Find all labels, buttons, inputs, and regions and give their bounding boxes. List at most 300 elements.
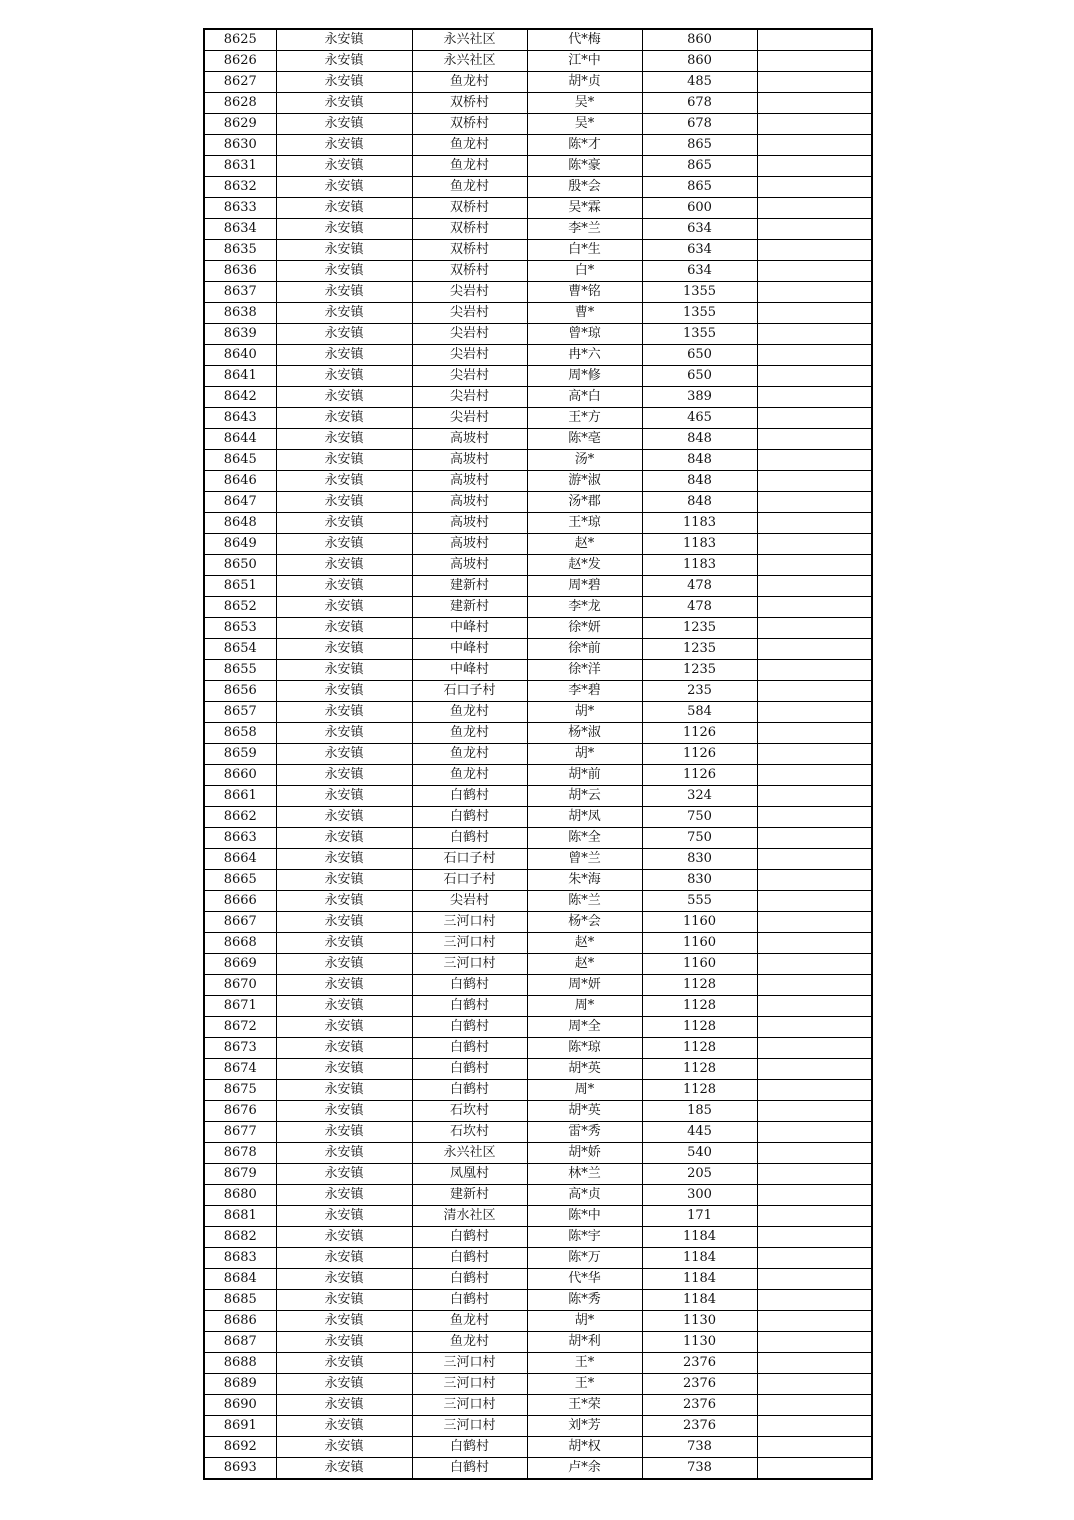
village-cell: 尖岩村 — [412, 324, 527, 345]
amount-cell: 848 — [642, 450, 757, 471]
row-number-cell: 8649 — [204, 534, 276, 555]
row-number-cell: 8689 — [204, 1374, 276, 1395]
table-row — [204, 891, 872, 912]
name-cell: 白* — [527, 261, 642, 282]
table-row — [204, 387, 872, 408]
remark-cell — [757, 576, 872, 597]
row-number-cell: 8648 — [204, 513, 276, 534]
village-cell: 白鹤村 — [412, 1269, 527, 1290]
amount-cell: 865 — [642, 156, 757, 177]
name-cell: 江*中 — [527, 51, 642, 72]
town-cell: 永安镇 — [276, 786, 412, 807]
name-cell: 吴* — [527, 114, 642, 135]
remark-cell — [757, 324, 872, 345]
name-cell: 高*贞 — [527, 1185, 642, 1206]
town-cell: 永安镇 — [276, 1416, 412, 1437]
amount-cell: 1184 — [642, 1269, 757, 1290]
name-cell: 周*修 — [527, 366, 642, 387]
row-number-cell: 8650 — [204, 555, 276, 576]
table-row — [204, 618, 872, 639]
remark-cell — [757, 1101, 872, 1122]
row-number-cell: 8653 — [204, 618, 276, 639]
remark-cell — [757, 282, 872, 303]
table-row — [204, 744, 872, 765]
village-cell: 中峰村 — [412, 660, 527, 681]
village-cell: 鱼龙村 — [412, 1311, 527, 1332]
amount-cell: 235 — [642, 681, 757, 702]
remark-cell — [757, 702, 872, 723]
table-row — [204, 219, 872, 240]
amount-cell: 678 — [642, 93, 757, 114]
village-cell: 尖岩村 — [412, 408, 527, 429]
row-number-cell: 8645 — [204, 450, 276, 471]
amount-cell: 300 — [642, 1185, 757, 1206]
remark-cell — [757, 135, 872, 156]
name-cell: 周*妍 — [527, 975, 642, 996]
village-cell: 永兴社区 — [412, 51, 527, 72]
table-row — [204, 1458, 872, 1480]
remark-cell — [757, 1416, 872, 1437]
row-number-cell: 8675 — [204, 1080, 276, 1101]
row-number-cell: 8655 — [204, 660, 276, 681]
name-cell: 胡*贞 — [527, 72, 642, 93]
table-row — [204, 1353, 872, 1374]
town-cell: 永安镇 — [276, 744, 412, 765]
town-cell: 永安镇 — [276, 618, 412, 639]
row-number-cell: 8661 — [204, 786, 276, 807]
amount-cell: 1126 — [642, 723, 757, 744]
village-cell: 三河口村 — [412, 912, 527, 933]
name-cell: 杨*淑 — [527, 723, 642, 744]
row-number-cell: 8692 — [204, 1437, 276, 1458]
village-cell: 三河口村 — [412, 954, 527, 975]
town-cell: 永安镇 — [276, 1080, 412, 1101]
town-cell: 永安镇 — [276, 1248, 412, 1269]
name-cell: 王*方 — [527, 408, 642, 429]
town-cell: 永安镇 — [276, 954, 412, 975]
row-number-cell: 8690 — [204, 1395, 276, 1416]
table-row — [204, 261, 872, 282]
row-number-cell: 8630 — [204, 135, 276, 156]
row-number-cell: 8677 — [204, 1122, 276, 1143]
amount-cell: 1130 — [642, 1332, 757, 1353]
row-number-cell: 8651 — [204, 576, 276, 597]
remark-cell — [757, 1269, 872, 1290]
row-number-cell: 8691 — [204, 1416, 276, 1437]
row-number-cell: 8679 — [204, 1164, 276, 1185]
table-row — [204, 975, 872, 996]
amount-cell: 2376 — [642, 1353, 757, 1374]
town-cell: 永安镇 — [276, 114, 412, 135]
village-cell: 石口子村 — [412, 681, 527, 702]
remark-cell — [757, 996, 872, 1017]
village-cell: 三河口村 — [412, 1395, 527, 1416]
name-cell: 王*琼 — [527, 513, 642, 534]
remark-cell — [757, 1353, 872, 1374]
amount-cell: 389 — [642, 387, 757, 408]
remark-cell — [757, 933, 872, 954]
town-cell: 永安镇 — [276, 219, 412, 240]
name-cell: 曾*兰 — [527, 849, 642, 870]
row-number-cell: 8678 — [204, 1143, 276, 1164]
name-cell: 陈*万 — [527, 1248, 642, 1269]
row-number-cell: 8631 — [204, 156, 276, 177]
village-cell: 白鹤村 — [412, 1458, 527, 1480]
remark-cell — [757, 219, 872, 240]
remark-cell — [757, 114, 872, 135]
table-row — [204, 1332, 872, 1353]
town-cell: 永安镇 — [276, 660, 412, 681]
name-cell: 游*淑 — [527, 471, 642, 492]
village-cell: 鱼龙村 — [412, 177, 527, 198]
remark-cell — [757, 1374, 872, 1395]
table-row — [204, 450, 872, 471]
remark-cell — [757, 1458, 872, 1480]
table-row — [204, 1185, 872, 1206]
amount-cell: 465 — [642, 408, 757, 429]
town-cell: 永安镇 — [276, 513, 412, 534]
village-cell: 双桥村 — [412, 114, 527, 135]
name-cell: 曹* — [527, 303, 642, 324]
remark-cell — [757, 450, 872, 471]
village-cell: 中峰村 — [412, 618, 527, 639]
name-cell: 胡*云 — [527, 786, 642, 807]
amount-cell: 1235 — [642, 660, 757, 681]
village-cell: 双桥村 — [412, 240, 527, 261]
name-cell: 胡* — [527, 702, 642, 723]
row-number-cell: 8663 — [204, 828, 276, 849]
village-cell: 白鹤村 — [412, 975, 527, 996]
name-cell: 陈*亳 — [527, 429, 642, 450]
village-cell: 建新村 — [412, 576, 527, 597]
village-cell: 白鹤村 — [412, 807, 527, 828]
village-cell: 双桥村 — [412, 93, 527, 114]
amount-cell: 1126 — [642, 765, 757, 786]
amount-cell: 1355 — [642, 303, 757, 324]
row-number-cell: 8687 — [204, 1332, 276, 1353]
village-cell: 双桥村 — [412, 198, 527, 219]
name-cell: 周*全 — [527, 1017, 642, 1038]
remark-cell — [757, 639, 872, 660]
table-row — [204, 1269, 872, 1290]
name-cell: 王* — [527, 1374, 642, 1395]
amount-cell: 650 — [642, 345, 757, 366]
town-cell: 永安镇 — [276, 387, 412, 408]
remark-cell — [757, 429, 872, 450]
remark-cell — [757, 618, 872, 639]
row-number-cell: 8643 — [204, 408, 276, 429]
remark-cell — [757, 828, 872, 849]
village-cell: 建新村 — [412, 1185, 527, 1206]
remark-cell — [757, 534, 872, 555]
village-cell: 白鹤村 — [412, 828, 527, 849]
name-cell: 汤* — [527, 450, 642, 471]
table-row — [204, 324, 872, 345]
remark-cell — [757, 1290, 872, 1311]
table-row — [204, 996, 872, 1017]
row-number-cell: 8625 — [204, 29, 276, 51]
town-cell: 永安镇 — [276, 156, 412, 177]
village-cell: 鱼龙村 — [412, 744, 527, 765]
town-cell: 永安镇 — [276, 240, 412, 261]
town-cell: 永安镇 — [276, 975, 412, 996]
town-cell: 永安镇 — [276, 198, 412, 219]
village-cell: 双桥村 — [412, 219, 527, 240]
name-cell: 曹*铭 — [527, 282, 642, 303]
name-cell: 徐*妍 — [527, 618, 642, 639]
row-number-cell: 8659 — [204, 744, 276, 765]
table-row — [204, 597, 872, 618]
village-cell: 尖岩村 — [412, 345, 527, 366]
amount-cell: 634 — [642, 261, 757, 282]
amount-cell: 600 — [642, 198, 757, 219]
table-row — [204, 954, 872, 975]
table-row — [204, 1101, 872, 1122]
table-row — [204, 534, 872, 555]
amount-cell: 1184 — [642, 1227, 757, 1248]
amount-cell: 1183 — [642, 513, 757, 534]
row-number-cell: 8626 — [204, 51, 276, 72]
row-number-cell: 8681 — [204, 1206, 276, 1227]
remark-cell — [757, 1395, 872, 1416]
remark-cell — [757, 1437, 872, 1458]
village-cell: 白鹤村 — [412, 1059, 527, 1080]
table-row — [204, 1038, 872, 1059]
row-number-cell: 8640 — [204, 345, 276, 366]
name-cell: 卢*余 — [527, 1458, 642, 1480]
name-cell: 雷*秀 — [527, 1122, 642, 1143]
village-cell: 高坡村 — [412, 534, 527, 555]
remark-cell — [757, 1059, 872, 1080]
town-cell: 永安镇 — [276, 1437, 412, 1458]
amount-cell: 185 — [642, 1101, 757, 1122]
town-cell: 永安镇 — [276, 93, 412, 114]
town-cell: 永安镇 — [276, 1059, 412, 1080]
amount-cell: 860 — [642, 29, 757, 51]
village-cell: 鱼龙村 — [412, 1332, 527, 1353]
amount-cell: 860 — [642, 51, 757, 72]
table-row — [204, 1227, 872, 1248]
town-cell: 永安镇 — [276, 177, 412, 198]
table-row — [204, 492, 872, 513]
remark-cell — [757, 198, 872, 219]
amount-cell: 738 — [642, 1458, 757, 1480]
row-number-cell: 8680 — [204, 1185, 276, 1206]
row-number-cell: 8627 — [204, 72, 276, 93]
row-number-cell: 8667 — [204, 912, 276, 933]
town-cell: 永安镇 — [276, 933, 412, 954]
amount-cell: 2376 — [642, 1374, 757, 1395]
row-number-cell: 8635 — [204, 240, 276, 261]
name-cell: 赵* — [527, 954, 642, 975]
village-cell: 高坡村 — [412, 471, 527, 492]
amount-cell: 865 — [642, 135, 757, 156]
town-cell: 永安镇 — [276, 72, 412, 93]
town-cell: 永安镇 — [276, 1101, 412, 1122]
row-number-cell: 8629 — [204, 114, 276, 135]
town-cell: 永安镇 — [276, 1353, 412, 1374]
table-row — [204, 72, 872, 93]
name-cell: 李*碧 — [527, 681, 642, 702]
remark-cell — [757, 93, 872, 114]
amount-cell: 1126 — [642, 744, 757, 765]
remark-cell — [757, 891, 872, 912]
name-cell: 陈*全 — [527, 828, 642, 849]
name-cell: 陈*才 — [527, 135, 642, 156]
amount-cell: 1128 — [642, 975, 757, 996]
amount-cell: 650 — [642, 366, 757, 387]
name-cell: 杨*会 — [527, 912, 642, 933]
village-cell: 鱼龙村 — [412, 72, 527, 93]
remark-cell — [757, 51, 872, 72]
village-cell: 尖岩村 — [412, 387, 527, 408]
village-cell: 白鹤村 — [412, 1248, 527, 1269]
town-cell: 永安镇 — [276, 492, 412, 513]
village-cell: 高坡村 — [412, 555, 527, 576]
village-cell: 尖岩村 — [412, 891, 527, 912]
amount-cell: 1160 — [642, 912, 757, 933]
village-cell: 白鹤村 — [412, 1038, 527, 1059]
row-number-cell: 8633 — [204, 198, 276, 219]
table-row — [204, 933, 872, 954]
table-row — [204, 198, 872, 219]
town-cell: 永安镇 — [276, 534, 412, 555]
town-cell: 永安镇 — [276, 807, 412, 828]
table-row — [204, 513, 872, 534]
remark-cell — [757, 177, 872, 198]
table-row — [204, 1143, 872, 1164]
amount-cell: 1184 — [642, 1290, 757, 1311]
amount-cell: 485 — [642, 72, 757, 93]
remark-cell — [757, 555, 872, 576]
remark-cell — [757, 1017, 872, 1038]
village-cell: 石坎村 — [412, 1122, 527, 1143]
row-number-cell: 8688 — [204, 1353, 276, 1374]
row-number-cell: 8674 — [204, 1059, 276, 1080]
table-row — [204, 177, 872, 198]
row-number-cell: 8682 — [204, 1227, 276, 1248]
town-cell: 永安镇 — [276, 639, 412, 660]
row-number-cell: 8665 — [204, 870, 276, 891]
table-row — [204, 51, 872, 72]
remark-cell — [757, 1185, 872, 1206]
village-cell: 鱼龙村 — [412, 135, 527, 156]
town-cell: 永安镇 — [276, 996, 412, 1017]
village-cell: 三河口村 — [412, 1374, 527, 1395]
amount-cell: 750 — [642, 828, 757, 849]
town-cell: 永安镇 — [276, 870, 412, 891]
village-cell: 凤凰村 — [412, 1164, 527, 1185]
table-row — [204, 1080, 872, 1101]
name-cell: 胡*权 — [527, 1437, 642, 1458]
table-row — [204, 1290, 872, 1311]
amount-cell: 1160 — [642, 933, 757, 954]
remark-cell — [757, 1164, 872, 1185]
row-number-cell: 8642 — [204, 387, 276, 408]
remark-cell — [757, 849, 872, 870]
row-number-cell: 8666 — [204, 891, 276, 912]
amount-cell: 634 — [642, 240, 757, 261]
town-cell: 永安镇 — [276, 1395, 412, 1416]
name-cell: 陈*豪 — [527, 156, 642, 177]
amount-cell: 584 — [642, 702, 757, 723]
table-row — [204, 240, 872, 261]
village-cell: 尖岩村 — [412, 282, 527, 303]
town-cell: 永安镇 — [276, 51, 412, 72]
name-cell: 高*白 — [527, 387, 642, 408]
amount-cell: 1184 — [642, 1248, 757, 1269]
name-cell: 胡*利 — [527, 1332, 642, 1353]
table-row — [204, 555, 872, 576]
village-cell: 白鹤村 — [412, 1017, 527, 1038]
table-row — [204, 786, 872, 807]
town-cell: 永安镇 — [276, 282, 412, 303]
town-cell: 永安镇 — [276, 1164, 412, 1185]
amount-cell: 171 — [642, 1206, 757, 1227]
name-cell: 李*龙 — [527, 597, 642, 618]
town-cell: 永安镇 — [276, 261, 412, 282]
village-cell: 鱼龙村 — [412, 156, 527, 177]
town-cell: 永安镇 — [276, 1206, 412, 1227]
table-row — [204, 849, 872, 870]
village-cell: 永兴社区 — [412, 29, 527, 51]
town-cell: 永安镇 — [276, 576, 412, 597]
remark-cell — [757, 1206, 872, 1227]
village-cell: 白鹤村 — [412, 1227, 527, 1248]
row-number-cell: 8634 — [204, 219, 276, 240]
remark-cell — [757, 387, 872, 408]
name-cell: 胡*英 — [527, 1101, 642, 1122]
table-row — [204, 870, 872, 891]
town-cell: 永安镇 — [276, 29, 412, 51]
row-number-cell: 8647 — [204, 492, 276, 513]
row-number-cell: 8676 — [204, 1101, 276, 1122]
table-row — [204, 156, 872, 177]
name-cell: 林*兰 — [527, 1164, 642, 1185]
remark-cell — [757, 72, 872, 93]
village-cell: 白鹤村 — [412, 1290, 527, 1311]
remark-cell — [757, 492, 872, 513]
remark-cell — [757, 1143, 872, 1164]
town-cell: 永安镇 — [276, 1458, 412, 1480]
table-row — [204, 1248, 872, 1269]
table-row — [204, 408, 872, 429]
village-cell: 三河口村 — [412, 933, 527, 954]
amount-cell: 324 — [642, 786, 757, 807]
town-cell: 永安镇 — [276, 1290, 412, 1311]
row-number-cell: 8662 — [204, 807, 276, 828]
table-row — [204, 828, 872, 849]
amount-cell: 205 — [642, 1164, 757, 1185]
row-number-cell: 8639 — [204, 324, 276, 345]
village-cell: 高坡村 — [412, 429, 527, 450]
row-number-cell: 8683 — [204, 1248, 276, 1269]
amount-cell: 1128 — [642, 1017, 757, 1038]
table-row — [204, 471, 872, 492]
name-cell: 胡*英 — [527, 1059, 642, 1080]
table-row — [204, 366, 872, 387]
name-cell: 代*梅 — [527, 29, 642, 51]
name-cell: 周* — [527, 996, 642, 1017]
name-cell: 徐*洋 — [527, 660, 642, 681]
name-cell: 陈*秀 — [527, 1290, 642, 1311]
village-cell: 石坎村 — [412, 1101, 527, 1122]
name-cell: 徐*前 — [527, 639, 642, 660]
amount-cell: 1128 — [642, 1059, 757, 1080]
name-cell: 李*兰 — [527, 219, 642, 240]
name-cell: 代*华 — [527, 1269, 642, 1290]
amount-cell: 555 — [642, 891, 757, 912]
